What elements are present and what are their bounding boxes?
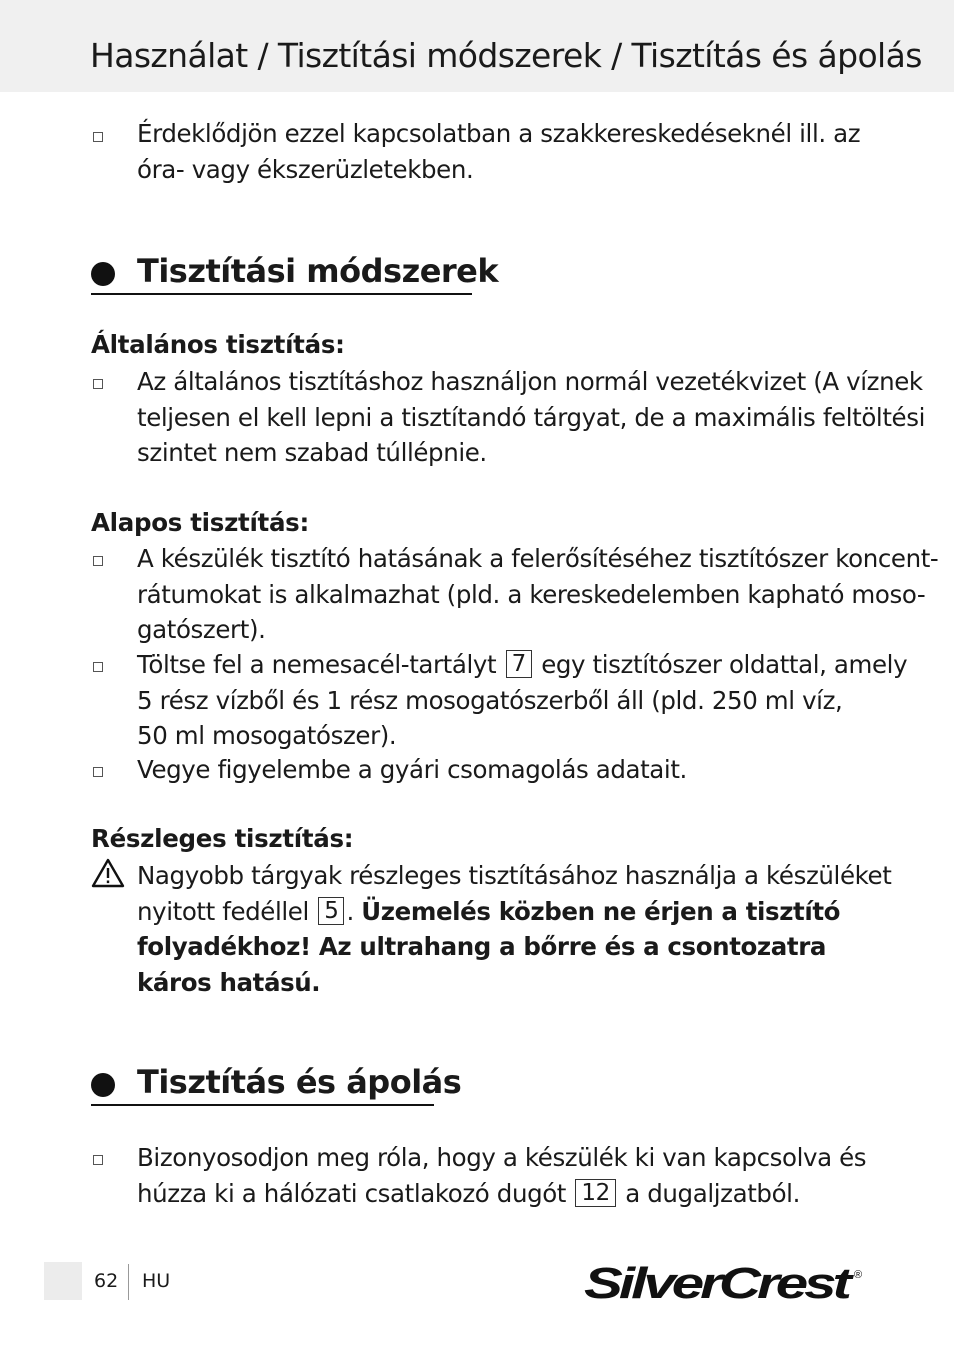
- bullet-icon: [93, 379, 103, 389]
- warning-text: káros hatású.: [137, 967, 321, 997]
- logo-text: SilverCrest: [584, 1259, 856, 1308]
- text-line: Érdeklődjön ezzel kapcsolatban a szakkereskedéseknél ill. az: [137, 119, 861, 148]
- page-number: 62: [94, 1270, 119, 1292]
- thorough-item-1: [137, 541, 939, 648]
- silvercrest-logo: [584, 1258, 864, 1308]
- text-segment: húzza ki a hálózati csatlakozó dugót: [137, 1178, 567, 1208]
- warning-icon: [91, 858, 125, 888]
- text-line: nyitott fedéllel 5 . Üzemelés közben ne érjen a tisztító: [137, 896, 841, 926]
- footer-divider: [128, 1264, 129, 1300]
- page-title: Használat / Tisztítási módszerek / Tisztítás és ápolás: [90, 36, 922, 75]
- part-reference-badge: 12: [575, 1179, 615, 1207]
- text-line: teljesen el kell lepni a tisztítandó tárgyat, de a maximális feltöltési: [137, 402, 925, 432]
- footer-marker: [44, 1262, 82, 1300]
- thorough-item-2: [137, 647, 908, 754]
- partial-cleaning-paragraph: [137, 858, 892, 1000]
- text-line: 5 rész vízből és 1 rész mosogatószerből áll (pld. 250 ml víz,: [137, 685, 843, 715]
- page-header: [0, 0, 954, 92]
- bullet-icon: [93, 1155, 103, 1165]
- part-reference-badge: 7: [506, 650, 532, 678]
- text-line: szintet nem szabad túllépnie.: [137, 438, 487, 467]
- intro-paragraph: [137, 116, 867, 187]
- text-segment: Töltse fel a nemesacél-tartályt: [137, 650, 497, 679]
- section-title: Tisztítás és ápolás: [137, 1063, 462, 1101]
- text-line: [137, 1176, 867, 1212]
- text-line: gatószert).: [137, 615, 266, 644]
- bullet-icon: [93, 132, 103, 142]
- text-segment: nyitott fedéllel: [137, 896, 309, 926]
- bullet-icon: [93, 767, 103, 777]
- section-bullet-icon: [91, 262, 115, 286]
- text-line: óra- vagy ékszerüzletekben.: [137, 154, 474, 184]
- subheading: Alapos tisztítás:: [91, 508, 309, 537]
- warning-text: folyadékhoz! Az ultrahang a bőrre és a csontozatra: [137, 932, 827, 961]
- text-line: [137, 647, 908, 683]
- text-line: Vegye figyelembe a gyári csomagolás adatait.: [137, 755, 687, 784]
- text-line: 50 ml mosogatószer).: [137, 721, 397, 750]
- section-bullet-icon: [91, 1073, 115, 1097]
- warning-text: Üzemelés közben ne érjen a tisztító: [361, 896, 841, 926]
- text-line: Nagyobb tárgyak részleges tisztításához használja a készüléket: [137, 861, 892, 890]
- language-code: HU: [142, 1270, 171, 1292]
- bullet-icon: [93, 556, 103, 566]
- section-underline: [91, 293, 472, 295]
- section-title: Tisztítási módszerek: [137, 252, 499, 290]
- text-line: A készülék tisztító hatásának a felerősítéséhez tisztítószer koncent-: [137, 544, 939, 573]
- bullet-icon: [93, 662, 103, 672]
- section-underline: [91, 1104, 434, 1106]
- text-segment: egy tisztítószer oldattal, amely: [541, 650, 908, 679]
- subheading: Részleges tisztítás:: [91, 824, 354, 853]
- text-line: rátumokat is alkalmazhat (pld. a kereskedelemben kapható moso-: [137, 579, 926, 609]
- subheading: Általános tisztítás:: [91, 330, 345, 359]
- text-segment: a dugaljzatból.: [625, 1178, 800, 1208]
- part-reference-badge: 5: [318, 897, 344, 925]
- registered-mark: ®: [854, 1269, 863, 1281]
- text-line: Bizonyosodjon meg róla, hogy a készülék ki van kapcsolva és: [137, 1143, 867, 1172]
- thorough-item-3: [137, 752, 867, 788]
- general-cleaning-paragraph: [137, 364, 925, 471]
- care-paragraph: [137, 1140, 867, 1211]
- text-line: Az általános tisztításhoz használjon normál vezetékvizet (A víznek: [137, 367, 923, 396]
